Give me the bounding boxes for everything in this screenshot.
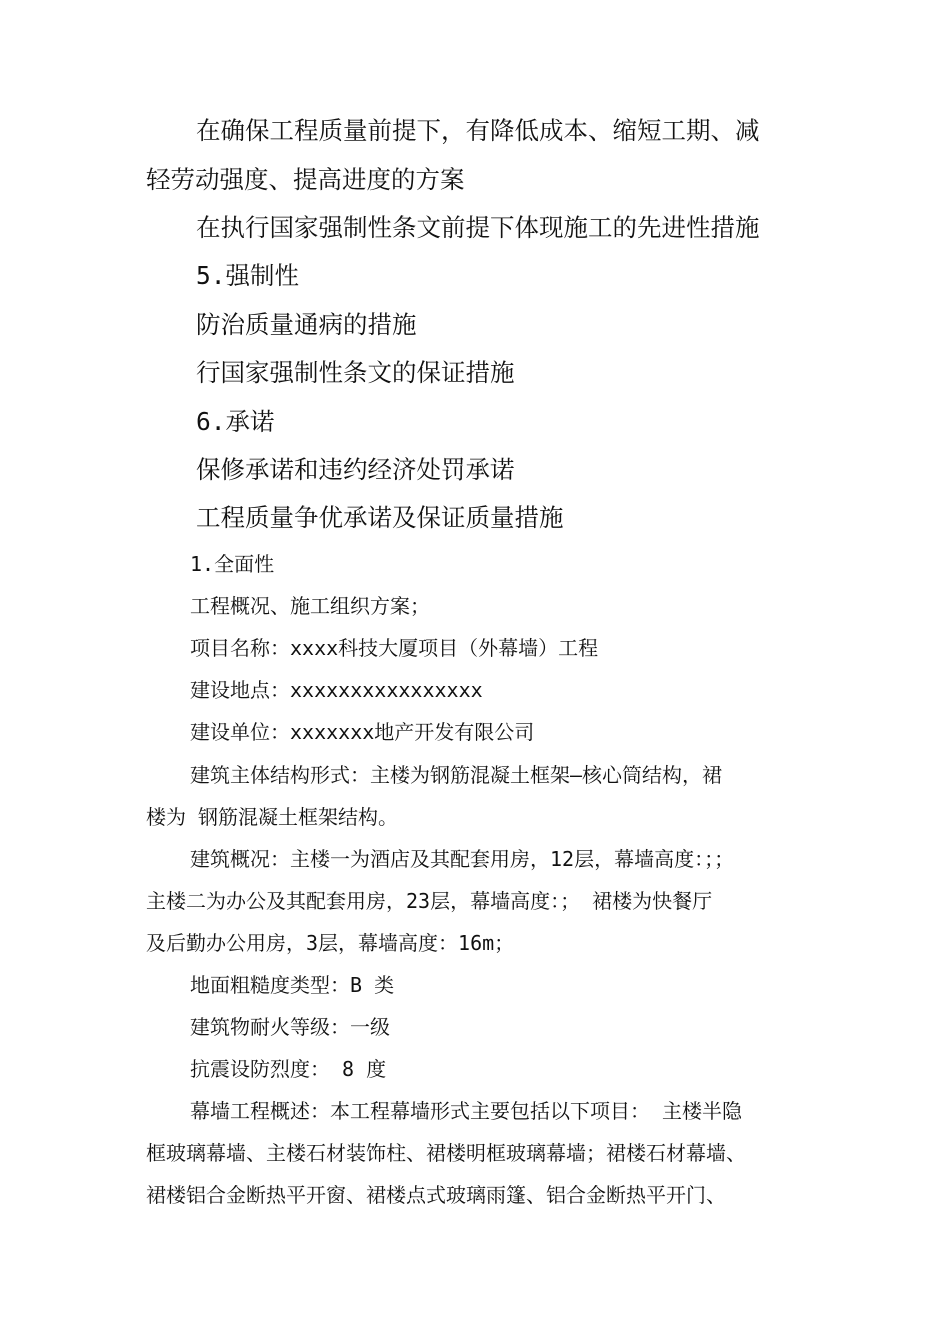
paragraph-defect-prevention: 防治质量通病的措施 bbox=[196, 310, 417, 339]
paragraph-quality-commitment: 工程质量争优承诺及保证质量措施 bbox=[196, 503, 564, 532]
paragraph-mandatory-guarantee: 行国家强制性条文的保证措施 bbox=[196, 358, 515, 387]
field-seismic: 抗震设防烈度： 8 度 bbox=[190, 1057, 387, 1081]
heading-mandatory: 5.强制性 bbox=[196, 261, 300, 290]
paragraph-structure-cont: 楼为 钢筋混凝土框架结构。 bbox=[146, 805, 399, 829]
field-site: 建设地点：xxxxxxxxxxxxxxxx bbox=[190, 678, 483, 702]
paragraph-curtain-wall: 幕墙工程概述：本工程幕墙形式主要包括以下项目： 主楼半隐 bbox=[190, 1099, 743, 1123]
paragraph-building-cont-2: 及后勤办公用房，3层，幕墙高度：16m； bbox=[146, 931, 515, 955]
paragraph-curtain-wall-cont-1: 框玻璃幕墙、主楼石材装饰柱、裙楼明框玻璃幕墙；裙楼石材幕墙、 bbox=[146, 1141, 746, 1165]
paragraph-building-cont-1: 主楼二为办公及其配套用房，23层，幕墙高度：； 裙楼为快餐厅 bbox=[146, 889, 713, 913]
paragraph-cost-reduction: 在确保工程质量前提下，有降低成本、缩短工期、减 bbox=[196, 116, 760, 145]
heading-comprehensive: 1.全面性 bbox=[190, 552, 275, 576]
paragraph-advanced-measures: 在执行国家强制性条文前提下体现施工的先进性措施 bbox=[196, 213, 760, 242]
paragraph-overview: 工程概况、施工组织方案； bbox=[190, 594, 430, 618]
paragraph-warranty: 保修承诺和违约经济处罚承诺 bbox=[196, 455, 515, 484]
paragraph-cost-reduction-cont: 轻劳动强度、提高进度的方案 bbox=[146, 165, 465, 194]
field-roughness: 地面粗糙度类型：B 类 bbox=[190, 973, 395, 997]
paragraph-structure: 建筑主体结构形式：主楼为钢筋混凝土框架—核心筒结构，裙 bbox=[190, 763, 723, 787]
field-owner: 建设单位：xxxxxxx地产开发有限公司 bbox=[190, 720, 535, 744]
field-project-name: 项目名称：xxxx科技大厦项目（外幕墙）工程 bbox=[190, 636, 599, 660]
paragraph-curtain-wall-cont-2: 裙楼铝合金断热平开窗、裙楼点式玻璃雨篷、铝合金断热平开门、 bbox=[146, 1183, 726, 1207]
heading-commitment: 6.承诺 bbox=[196, 407, 275, 436]
field-fire-rating: 建筑物耐火等级：一级 bbox=[190, 1015, 390, 1039]
paragraph-building: 建筑概况：主楼一为酒店及其配套用房，12层，幕墙高度：；； bbox=[190, 847, 735, 871]
